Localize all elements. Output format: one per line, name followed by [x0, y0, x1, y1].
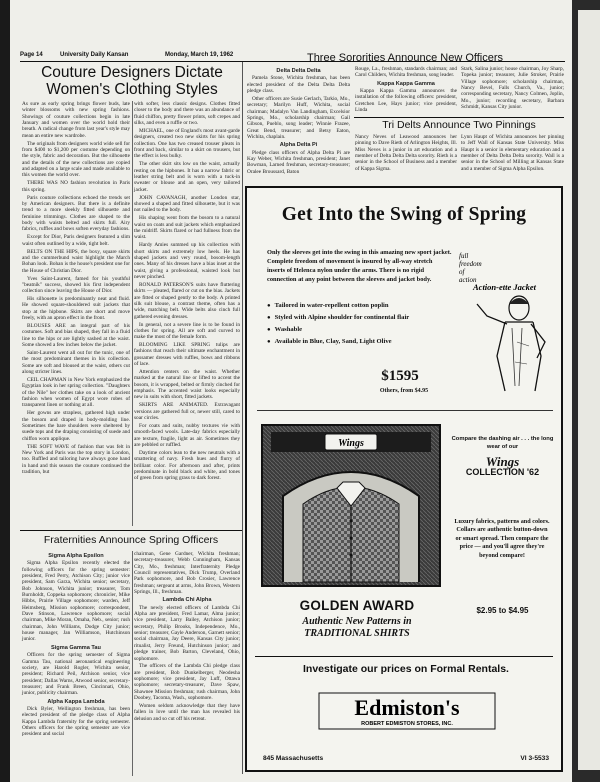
- fashion-column-2: [134, 101, 240, 526]
- paragraph: The newly elected officers of Lambda Chi Alpha are president, Fred Lamar, Alma junior; vice president, Larry Bailey, Atchison junior; secretary, Philip Brooks, Independence, Mo., senior; treasurer, Gayle Anderson, Garnett senior; social chairman, Jay Deere, Kansas City junior; ritualist, Jerry Freund, Hutchinson junior; and pledge trainer, Bob Barton, Cleveland, Ohio, sophomore.: [134, 604, 240, 662]
- fraternity-column-1: [22, 551, 130, 776]
- paragraph: Lynn Haupt of Wichita announces her pinning to Jeff Wall of Kansas State University. Miss Haupt is a senior in elementary education and a member of Delta Delta Delta sorority. Wall is a senior in the School of Milling at Kansas State and a member of Sigma Alpha Epsilon.: [461, 134, 564, 172]
- paragraph: Yves Saint-Laurent, famed for his youthful "beatnik" success, showed his first independent collection since leaving the House of Dior.: [22, 275, 130, 295]
- feature-item: ● Available in Blue, Clay, Sand, Light Olive: [267, 336, 457, 348]
- subheading: Alpha Kappa Lambda: [47, 698, 105, 705]
- store-address: 845 Massachusetts: [263, 755, 324, 762]
- sketch-tag: full: [459, 252, 469, 260]
- paragraph: CEIL CHAPMAN in New York emphasized the Egyptian look in her spring collection. "Daughters of the Nile" her clothes take on a look of ancient fashion when women of Egypt wore robes of transparent linen or nothing at all.: [22, 377, 130, 409]
- golden-award-subtitle: [267, 616, 447, 640]
- sorority-headline: Three Sororities Announce New Officers: [306, 52, 504, 64]
- paragraph: Nancy Neves of Leawood announces her pinning to Dave Rieth of Arlington Heights, Ill. Miss Neves is a junior in art education and a member of Delta Delta Delta sorority. Rieth is a senior in the School of Business and a member of Kappa Sigma.: [355, 134, 457, 172]
- collection-title: COLLECTION '62: [465, 467, 540, 478]
- store-name: Edmiston's: [354, 695, 460, 720]
- ad-title: Get Into the Swing of Spring: [281, 204, 527, 225]
- sorority-column-3: [461, 66, 564, 112]
- jacket-price: $1595: [381, 368, 419, 384]
- subheading: Kappa Kappa Gamma: [377, 80, 435, 87]
- paragraph: RONALD PATERSON'S suits have fluttering skirts — pleated, flared or cut on the bias. Jackets are fitted or shaped gently to the body. A printed silk suit blouse, a contrast theme, often has a wide, matching belt. Wide belts also cinch full gathered evening dresses.: [134, 281, 240, 320]
- paragraph: Officers for the spring semester of Sigma Gamma Tau, national aeronautical engineering society, are Harold Rogler, Wichita senior, president; Richard Peil, Atchison senior, vice president; Dallas Warns, Atwood senior, secretary-treasurer; and Frank Breen, Cincinnati, Ohio, junior, publicity chairman.: [22, 652, 130, 697]
- tridelt-column-2: [461, 134, 564, 182]
- wings-label: Wings: [338, 438, 364, 449]
- feature-item: ● Tailored in water-repellent cotton poplin: [267, 300, 457, 312]
- paragraph: with softer, less classic designs. Clothes fitted closer to the body and there was an abundance of fluid chiffon, pretty flower prints, soft crepes and silks, and even a ruffle or two.: [134, 101, 240, 127]
- subtitle-line: TRADITIONAL SHIRTS: [304, 628, 410, 639]
- edmistons-logo: [317, 691, 497, 731]
- paragraph: THERE WAS NO fashion revolution in Paris this spring.: [22, 180, 130, 193]
- paper-name: University Daily Kansan: [60, 52, 129, 58]
- tridelt-column-1: [355, 134, 457, 182]
- vertical-rule: [242, 62, 243, 774]
- compare-text: Compare the dashing air . . . the long wear of our: [451, 436, 554, 450]
- shirt-display-illustration: [261, 424, 441, 587]
- paragraph: BELTS ON THE HIPS, the boxy, square skirts and the cummerbund waist highlight the March Bohan look. Bohan is the house's president one for the House of Christian Dior.: [22, 248, 130, 274]
- paragraph: As sure as early spring brings flower buds, late winter blossoms with new spring fashions. Showings of couture collections begin in late January and women over the world hold their breath. A radical change from last year's style may mean an entire new wardrobe.: [22, 101, 130, 139]
- paragraph: Kappa Kappa Gamma announces the installation of the following officers: president, Gretchen Lee, Hays junior; vice president, Linda: [355, 88, 457, 114]
- jacket-other-prices: Others, from $4.95: [379, 388, 429, 394]
- adjacent-page-edge: [572, 0, 600, 782]
- wings-logo: Wings: [485, 453, 520, 469]
- paragraph: Saint-Laurent went all out for the tunic, one of the most predominant themes in his collection. Some are soft and bloused at the waist, others cut along stricter lines.: [22, 350, 130, 376]
- sorority-column-1: [247, 66, 350, 176]
- fraternity-column-2: [134, 551, 240, 776]
- issue-date: Monday, March 19, 1962: [165, 52, 234, 58]
- paragraph: Pamela Stone, Wichita freshman, has been elected president of the Delta Delta Delta pledge class.: [247, 75, 350, 95]
- fashion-headline: Couture Designers Dictate Women's Clothing Styles: [41, 64, 223, 98]
- paragraph: Hardy Amies summed up his collection with short skirts and extremely low heels. He has shaped jackets and very round, bosom-length ones. Many of his dresses have a bias inset at the waist, giving a professional, waisted look but never pinched.: [134, 242, 240, 280]
- formal-rentals-text: Investigate our prices on Formal Rentals.: [303, 663, 509, 675]
- paragraph: Attention centers on the waist. Whether marked at the natural line or lifted to accent the bosom, it is wrapped, belted or firmly cinched for emphasis. The accented waist looks especially new in suits with short, fitted jackets.: [134, 369, 240, 401]
- subheading: Alpha Delta Pi: [279, 142, 318, 149]
- paragraph: SKIRTS ARE ANIMATED. Extravagant versions are gathered full or, newer still, cared to soar circles.: [134, 402, 240, 422]
- ad-divider: [257, 410, 553, 411]
- subheading: Sigma Alpha Epsilon: [48, 553, 104, 559]
- paragraph: Paris couture collections echoed the trends set by American designers. But there is a definite trend to a more sleekly fitted silhouette and feminine trimmings. Clothes are shaped to the body with waists belted and skirts full. Airy fabrics, ruffles and bows soften everyday fashions.: [22, 194, 130, 233]
- ad-body-text: Only the sleeves get into the swing in this amazing new sport jacket. Complete freedom of movement is insured by all-way stretch inserts of Helenca nylon under the arms. There is no rigid connection at any point between the sleeves and jacket body.: [267, 249, 452, 283]
- newspaper-page: [10, 0, 572, 782]
- ad-feature-list: [267, 300, 457, 348]
- paragraph: THE SOFT WAVE of fashion that was felt in New York and Paris was the top story in London, too. Ruffled and tailoring have always gone hand in hand and this season the couture continued the tradition, but: [22, 443, 130, 476]
- ad-divider: [255, 656, 553, 657]
- paragraph: BLOOMING LIKE SPRING tulips are fashions that reach their ultimate enchantment in gossamer dresses with ruffles, bows and ribbons of lace.: [134, 342, 240, 368]
- paragraph: The other skirt sits low on the waist, actually resting on the hipbones. It has a narrow fabric or leather string belt and is worn with a tuck-in sweater or blouse and an open, very tailored jacket.: [134, 161, 240, 193]
- paragraph: Daytime colors lean to the new neutrals with a smattering of navy. Fresh hues and flurry of brilliant color. For afternoon and after, prints predominate in bold black and white, and tones of green from spring grass to dark forest.: [134, 450, 240, 482]
- store-phone: VI 3-5533: [520, 755, 549, 762]
- subheading: Sigma Gamma Tau: [51, 644, 101, 651]
- section-rule: [20, 530, 242, 531]
- column-divider: [132, 101, 133, 526]
- paragraph: The originals from designers world wide sell for from $400 to $1,200 per costume depending on the style, fabric and decoration. But the silhouette and the details of the new collections are copied and adapted on a large scale and made available to this women the world over.: [22, 140, 130, 179]
- feature-item: ● Washable: [267, 324, 457, 336]
- sketch-brand: Action-ette Jacket: [473, 282, 537, 292]
- paragraph: BLOUSES ARE an integral part of his costumes. Soft and bias shaped, they fall in a fluid line to the hips or are lightly sashed at the waist. Some showed a few inches below the jacket.: [22, 323, 130, 349]
- paragraph: Pledge class officers of Alpha Delta Pi are Kay Weber, Wichita freshman, president; Janet Bowman, Larned freshman, secretary-treasurer; Oralee Broussard, Baton: [247, 149, 350, 175]
- wings-collection-block: [450, 436, 555, 477]
- sorority-column-2: [355, 66, 457, 114]
- paragraph: In general, not a severe line is to be found in clothes for spring. All are soft and curved to make the most of the female form.: [134, 321, 240, 341]
- store-subtitle: ROBERT EDMISTON STORES, INC.: [361, 721, 453, 727]
- paragraph: His shaping went from the bosom to a natural waist on coats and suit jackets which emphasized the midriff. Skirts flared or had fullness from the waist.: [134, 215, 240, 241]
- sketch-tag: freedom: [459, 260, 482, 268]
- paragraph: chairman, Gene Gardner, Wichita freshman; secretary-treasurer, Webb Cunningham, Kansas City, Mo., freshman; Interfraternity Pledge Council representatives, Dick Trump, Overland Park sophomore, and Bob Crosier, Lawrence freshman; sergeant at arms, John Brown, Western Springs, Ill., freshman.: [134, 551, 240, 596]
- page-number: Page 14: [20, 52, 43, 58]
- paragraph: Dick Byler, Wellington freshman, has been elected president of the pledge class of Alpha Kappa Lambda fraternity for the spring semester. Others officers for the spring semester are vice president and social: [22, 705, 130, 738]
- fashion-column-1: [22, 101, 130, 526]
- sketch-tag: of: [459, 268, 465, 276]
- paragraph: Rouge, La., freshman, standards chairman; and Carol Childers, Wichita freshman, song leader.: [355, 66, 457, 79]
- paragraph: JOHN CAVANAGH, another London star, showed a shaped and fitted silhouette, but it was not nailed to the body.: [134, 194, 240, 214]
- collection-description: Luxury fabrics, patterns and colors. Collars are authentic button-down or smart spread. Then compare the price — and you'll agree they're beyond compare!: [454, 518, 550, 559]
- subheading: Delta Delta Delta: [276, 68, 321, 74]
- subtitle-line: Authentic New Patterns in: [302, 616, 412, 627]
- paragraph: MICHAEL, one of England's most avant-garde designers, created two new skirts for his spring collection. One has two creased trouser pleats in front and back, similar to a skirt on trousers, but the effect is less bulky.: [134, 127, 240, 160]
- paragraph: The officers of the Lambda Chi pledge class are president, Bob Dunkelberger, Neodesha sophomore; vice president, Jay Luff, Ottawa sophomore; secretary-treasurer, Dave Spaw, Shawnee Mission freshman; rush chairman, John Doobey, Tacoma, Wash., sophomore.: [134, 663, 240, 702]
- subheading: Lambda Chi Alpha: [162, 597, 212, 604]
- paragraph: For coats and suits, nubby textures vie with smooth-faced wools. Late-day fabrics especially are texture, fragile, light as air. Sometimes they are pebbled or ruffled.: [134, 423, 240, 449]
- paragraph: Except for Dior, Paris designers featured a slim waist often outlined by a wide, tight belt.: [22, 234, 130, 247]
- jacket-sketch-illustration: [457, 246, 552, 396]
- paragraph: Her gowns are strapless, gathered high under the bosom and draped in body-molding line. Sometimes the bare shoulders were sheltered by suede tops and the draping consisting of suede and chiffon worn applique.: [22, 410, 130, 442]
- paragraph: Other officers are Susie Gerlach, Tarkio, Mo., secretary; Marilyn Huff, Wichita, social chairman; Madalyn Van Landingham, Excelsior Springs, Mo., scholarship chairman; Gail Gibson, Pueblo, song leader; Winnie Frazee, Great Bend, treasurer; and Betsy Eaton, Wichita, chaplain.: [247, 95, 350, 141]
- paragraph: Stark, Salina junior; house chairman, Joy Sharp, Topeka junior; treasurer, Julie Stroker, Prairie Village sophomore; scholarship chairman, Nancy Bevel, Falls Church, Va., junior; corresponding secretary, Nancy Colmen, Joplin, Mo., junior; recording secretary, Barbara Schmidt, Kansas City junior.: [461, 66, 564, 111]
- paragraph: Sigma Alpha Epsilon recently elected the following officers for the spring semester: president, Fred Perry, Atchison City; junior vice president, Sam Garza, Wichita senior; secretary, Bob Johnson, Wichita junior; treasurer, Tom Burnholdt, Coppeka sophomore; chronicler, Mike Hibbs, Prairie Village sophomore; warden, Jeff Heimsberg, Mission sophomore; correspondent, Dave Stinson, Lawrence sophomore; social chairman, Mike Moran, Omaha, Neb., senior; rush chairman, John Williams, Dodge City junior; house manager, Jan Williamson, Hutchinson junior.: [22, 560, 130, 643]
- sketch-tag: action: [459, 276, 477, 284]
- edmistons-advertisement: [245, 186, 563, 772]
- paragraph: His silhouette is predominantly neat and fluid. He showed square-shouldered suit jackets that stop at the hipbone. Skirts are short and move freely, with an apron effect in the front.: [22, 296, 130, 322]
- paragraph: Women seldom acknowledge that they have fallen in love until the man has revealed his delusion and so cut off his retreat.: [134, 703, 240, 722]
- feature-item: ● Styled with Alpine shoulder for continental flair: [267, 312, 457, 324]
- golden-award-title: GOLDEN AWARD: [299, 598, 415, 613]
- section-rule: [354, 117, 564, 118]
- collection-price: $2.95 to $4.95: [476, 606, 529, 615]
- tridelt-headline: Tri Delts Announce Two Pinnings: [382, 119, 536, 131]
- fraternity-headline: Fraternities Announce Spring Officers: [43, 534, 219, 546]
- column-divider: [132, 551, 133, 776]
